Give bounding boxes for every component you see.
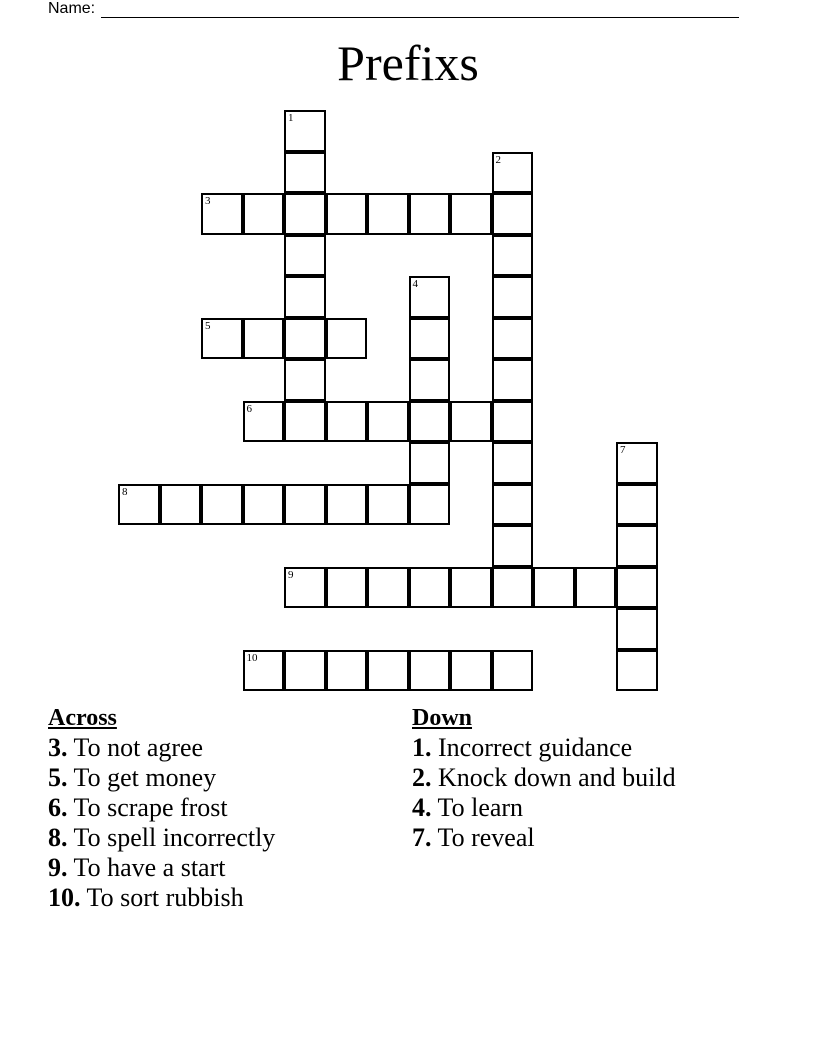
clue-number: 2. <box>412 763 432 792</box>
grid-cell[interactable] <box>284 359 326 401</box>
puzzle-title: Prefixs <box>337 35 479 91</box>
grid-cell[interactable] <box>492 193 534 235</box>
grid-cell[interactable] <box>409 442 451 484</box>
grid-cell[interactable] <box>492 484 534 526</box>
clue-text: To spell incorrectly <box>73 823 276 852</box>
grid-cell[interactable] <box>450 567 492 609</box>
across-clue <box>48 763 275 793</box>
grid-cell[interactable] <box>284 193 326 235</box>
grid-cell[interactable] <box>409 484 451 526</box>
grid-cell[interactable] <box>450 401 492 443</box>
cell-number: 9 <box>288 568 294 581</box>
clue-number: 7. <box>412 823 432 852</box>
cell-number: 8 <box>122 485 128 498</box>
down-clue <box>412 823 676 853</box>
clue-text: To learn <box>437 793 524 822</box>
clue-number: 8. <box>48 823 68 852</box>
grid-cell[interactable] <box>616 567 658 609</box>
across-clue <box>48 823 275 853</box>
grid-cell[interactable] <box>243 318 285 360</box>
down-clue <box>412 733 676 763</box>
clue-number: 5. <box>48 763 68 792</box>
down-clues <box>412 703 676 853</box>
clue-number: 6. <box>48 793 68 822</box>
grid-cell[interactable] <box>409 359 451 401</box>
grid-cell[interactable] <box>533 567 575 609</box>
grid-cell[interactable] <box>409 650 451 692</box>
grid-cell[interactable] <box>201 193 243 235</box>
grid-cell[interactable] <box>450 650 492 692</box>
cell-number: 5 <box>205 319 211 332</box>
grid-cell[interactable] <box>243 484 285 526</box>
name-label: Name: <box>48 0 96 17</box>
grid-cell[interactable] <box>409 318 451 360</box>
clue-number: 10. <box>48 883 81 912</box>
clue-number: 3. <box>48 733 68 762</box>
grid-cell[interactable] <box>367 650 409 692</box>
clue-text: To not agree <box>73 733 204 762</box>
grid-cell[interactable] <box>492 567 534 609</box>
grid-cell[interactable] <box>575 567 617 609</box>
clue-number: 9. <box>48 853 68 882</box>
grid-cell[interactable] <box>284 235 326 277</box>
grid-cell[interactable] <box>492 401 534 443</box>
clue-text: To reveal <box>437 823 535 852</box>
grid-cell[interactable] <box>616 650 658 692</box>
grid-cell[interactable] <box>326 318 368 360</box>
grid-cell[interactable] <box>367 193 409 235</box>
grid-cell[interactable] <box>450 193 492 235</box>
across-heading: Across <box>48 705 117 731</box>
clue-number: 4. <box>412 793 432 822</box>
grid-cell[interactable] <box>201 318 243 360</box>
grid-cell[interactable] <box>409 276 451 318</box>
grid-cell[interactable] <box>243 650 285 692</box>
clue-text: Knock down and build <box>438 763 676 792</box>
grid-cell[interactable] <box>492 525 534 567</box>
across-clues <box>48 703 275 913</box>
grid-cell[interactable] <box>367 484 409 526</box>
grid-cell[interactable] <box>201 484 243 526</box>
clue-text: To scrape frost <box>73 793 228 822</box>
cell-number: 3 <box>205 195 211 207</box>
cell-number: 2 <box>495 153 501 166</box>
grid-cell[interactable] <box>492 318 534 360</box>
grid-cell[interactable] <box>160 484 202 526</box>
grid-cell[interactable] <box>367 401 409 443</box>
clue-text: To get money <box>73 763 217 792</box>
grid-cell[interactable] <box>243 401 285 443</box>
grid-cell[interactable] <box>492 359 534 401</box>
grid-cell[interactable] <box>326 193 368 235</box>
across-clue <box>48 733 275 763</box>
grid-cell[interactable] <box>284 401 326 443</box>
grid-cell[interactable] <box>284 318 326 360</box>
grid-cell[interactable] <box>492 235 534 277</box>
clue-text: To sort rubbish <box>86 883 244 912</box>
grid-cell[interactable] <box>616 608 658 650</box>
grid-cell[interactable] <box>409 401 451 443</box>
across-clue <box>48 793 275 823</box>
clue-number: 1. <box>412 733 432 762</box>
grid-cell[interactable] <box>326 567 368 609</box>
across-clue <box>48 853 275 883</box>
grid-cell[interactable] <box>284 484 326 526</box>
grid-cell[interactable] <box>326 484 368 526</box>
grid-cell[interactable] <box>616 484 658 526</box>
grid-cell[interactable] <box>492 442 534 484</box>
grid-cell[interactable] <box>326 650 368 692</box>
cell-number: 1 <box>288 112 294 124</box>
grid-cell[interactable] <box>284 567 326 609</box>
grid-cell[interactable] <box>409 567 451 609</box>
grid-cell[interactable] <box>326 401 368 443</box>
grid-cell[interactable] <box>284 276 326 318</box>
grid-cell[interactable] <box>284 152 326 194</box>
grid-cell[interactable] <box>616 442 658 484</box>
grid-cell[interactable] <box>616 525 658 567</box>
cell-number: 10 <box>246 651 258 664</box>
grid-cell[interactable] <box>367 567 409 609</box>
down-clue <box>412 763 676 793</box>
across-clue <box>48 883 275 913</box>
cell-number: 7 <box>620 444 626 456</box>
cell-number: 6 <box>246 402 252 415</box>
grid-cell[interactable] <box>492 152 534 194</box>
grid-cell[interactable] <box>409 193 451 235</box>
clue-text: To have a start <box>73 853 226 882</box>
grid-cell[interactable] <box>492 276 534 318</box>
clue-text: Incorrect guidance <box>438 733 633 762</box>
grid-cell[interactable] <box>243 193 285 235</box>
grid-cell[interactable] <box>118 484 160 526</box>
grid-cell[interactable] <box>492 650 534 692</box>
cell-number: 4 <box>412 278 418 290</box>
grid-cell[interactable] <box>284 110 326 152</box>
down-clue <box>412 793 676 823</box>
down-heading: Down <box>412 705 473 731</box>
grid-cell[interactable] <box>284 650 326 692</box>
